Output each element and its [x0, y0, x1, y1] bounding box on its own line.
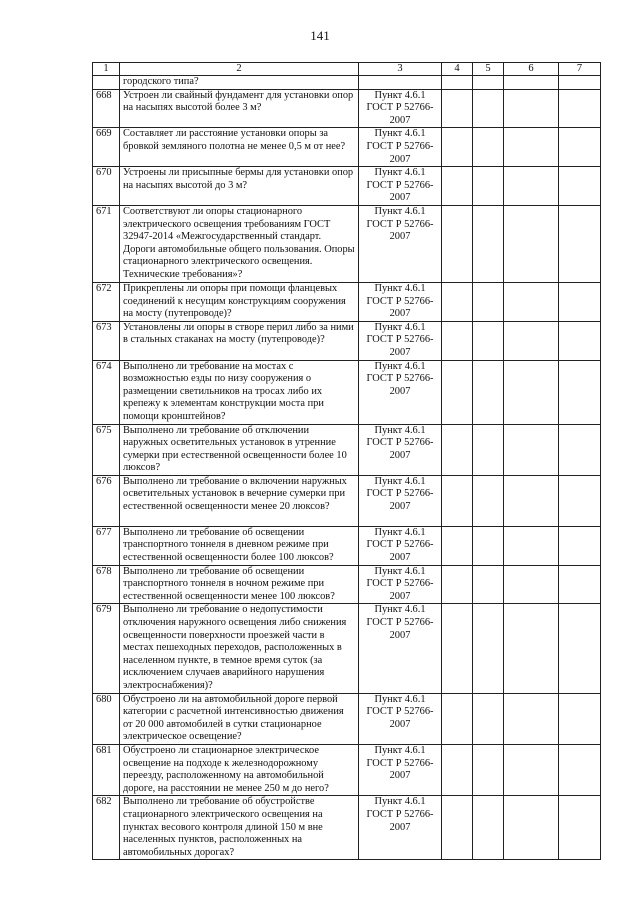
answer-cell: [504, 526, 559, 565]
question-text: Выполнено ли требование о недопустимости отключения наружного освещения либо снижения освещенности поверхности проезжей части в местах пешеходных переходов, расположенных в населенном пункте, в темное время суток (за исключением случаев аварийного нарушения электроснабжения)?: [120, 604, 359, 693]
header-col-3: 3: [359, 63, 442, 76]
answer-cell: [504, 76, 559, 90]
answer-cell: [442, 565, 473, 604]
answer-cell: [559, 693, 601, 744]
row-number: 680: [93, 693, 120, 744]
answer-cell: [473, 128, 504, 167]
row-number: 676: [93, 475, 120, 526]
row-number: 673: [93, 321, 120, 360]
reference-cell: Пункт 4.6.1 ГОСТ Р 52766-2007: [359, 526, 442, 565]
row-number: 674: [93, 360, 120, 424]
table-row: [93, 693, 601, 744]
row-number: 681: [93, 744, 120, 795]
answer-cell: [473, 76, 504, 90]
row-number: 668: [93, 89, 120, 128]
answer-cell: [473, 167, 504, 206]
answer-cell: [559, 475, 601, 526]
answer-cell: [504, 475, 559, 526]
answer-cell: [473, 360, 504, 424]
table-row: [93, 604, 601, 693]
table-row: [93, 167, 601, 206]
table-row: [93, 796, 601, 860]
question-text: Выполнено ли требование об освещении транспортного тоннеля в ночном режиме при естественной освещенности менее 100 люксов?: [120, 565, 359, 604]
answer-cell: [442, 128, 473, 167]
answer-cell: [473, 205, 504, 282]
answer-cell: [504, 693, 559, 744]
table-row: [93, 475, 601, 526]
row-number: 675: [93, 424, 120, 475]
table-row: [93, 128, 601, 167]
answer-cell: [559, 604, 601, 693]
answer-cell: [559, 282, 601, 321]
table-row: [93, 526, 601, 565]
answer-cell: [442, 360, 473, 424]
row-number: [93, 76, 120, 90]
question-text: городского типа?: [120, 76, 359, 90]
answer-cell: [442, 167, 473, 206]
answer-cell: [473, 604, 504, 693]
answer-cell: [504, 321, 559, 360]
header-col-6: 6: [504, 63, 559, 76]
answer-cell: [473, 424, 504, 475]
answer-cell: [559, 565, 601, 604]
question-text: Соответствуют ли опоры стационарного электрического освещения требованиям ГОСТ 32947-2014 «Межгосударственный стандарт. Дороги автомобильные общего пользования. Опоры стационарного электрического освещения. Технические требования»?: [120, 205, 359, 282]
header-col-7: 7: [559, 63, 601, 76]
row-number: 672: [93, 282, 120, 321]
answer-cell: [442, 526, 473, 565]
reference-cell: Пункт 4.6.1 ГОСТ Р 52766-2007: [359, 475, 442, 526]
reference-cell: Пункт 4.6.1 ГОСТ Р 52766-2007: [359, 744, 442, 795]
answer-cell: [559, 360, 601, 424]
answer-cell: [504, 604, 559, 693]
table-row: [93, 205, 601, 282]
table-row: [93, 321, 601, 360]
answer-cell: [442, 744, 473, 795]
question-text: Составляет ли расстояние установки опоры за бровкой земляного полотна не менее 0,5 м от нее?: [120, 128, 359, 167]
reference-cell: Пункт 4.6.1 ГОСТ Р 52766-2007: [359, 167, 442, 206]
row-number: 679: [93, 604, 120, 693]
answer-cell: [473, 796, 504, 860]
reference-cell: [359, 76, 442, 90]
answer-cell: [559, 167, 601, 206]
row-number: 671: [93, 205, 120, 282]
reference-cell: Пункт 4.6.1 ГОСТ Р 52766-2007: [359, 321, 442, 360]
answer-cell: [504, 282, 559, 321]
question-text: Устроен ли свайный фундамент для установки опор на насыпях высотой более 3 м?: [120, 89, 359, 128]
reference-cell: Пункт 4.6.1 ГОСТ Р 52766-2007: [359, 360, 442, 424]
checklist-table: [92, 62, 601, 860]
question-text: Устроены ли присыпные бермы для установки опор на насыпях высотой до 3 м?: [120, 167, 359, 206]
answer-cell: [504, 424, 559, 475]
answer-cell: [559, 89, 601, 128]
answer-cell: [559, 424, 601, 475]
answer-cell: [473, 282, 504, 321]
answer-cell: [559, 205, 601, 282]
answer-cell: [504, 89, 559, 128]
answer-cell: [473, 744, 504, 795]
answer-cell: [473, 89, 504, 128]
reference-cell: Пункт 4.6.1 ГОСТ Р 52766-2007: [359, 282, 442, 321]
answer-cell: [442, 604, 473, 693]
row-number: 669: [93, 128, 120, 167]
question-text: Выполнено ли требование об освещении транспортного тоннеля в дневном режиме при естественной освещенности более 100 люксов?: [120, 526, 359, 565]
page-number: 141: [310, 28, 330, 43]
table-row: [93, 424, 601, 475]
answer-cell: [559, 744, 601, 795]
answer-cell: [504, 796, 559, 860]
answer-cell: [504, 128, 559, 167]
reference-cell: Пункт 4.6.1 ГОСТ Р 52766-2007: [359, 565, 442, 604]
table-header-row: [93, 63, 601, 76]
answer-cell: [504, 167, 559, 206]
reference-cell: Пункт 4.6.1 ГОСТ Р 52766-2007: [359, 424, 442, 475]
reference-cell: Пункт 4.6.1 ГОСТ Р 52766-2007: [359, 89, 442, 128]
answer-cell: [442, 475, 473, 526]
question-text: Обустроено ли на автомобильной дороге первой категории с расчетной интенсивностью движения от 20 000 автомобилей в сутки стационарное электрическое освещение?: [120, 693, 359, 744]
header-col-4: 4: [442, 63, 473, 76]
answer-cell: [442, 205, 473, 282]
answer-cell: [442, 89, 473, 128]
answer-cell: [559, 796, 601, 860]
question-text: Установлены ли опоры в створе перил либо за ними в стальных стаканах на мосту (путепроводе)?: [120, 321, 359, 360]
table-row: [93, 565, 601, 604]
answer-cell: [442, 282, 473, 321]
answer-cell: [504, 565, 559, 604]
row-number: 678: [93, 565, 120, 604]
table-row: [93, 744, 601, 795]
table-row: [93, 360, 601, 424]
row-number: 682: [93, 796, 120, 860]
answer-cell: [442, 796, 473, 860]
answer-cell: [473, 321, 504, 360]
table-row: [93, 89, 601, 128]
row-number: 670: [93, 167, 120, 206]
answer-cell: [442, 321, 473, 360]
question-text: Выполнено ли требование об обустройстве стационарного электрического освещения на пунктах весового контроля длиной 150 м вне населенных пунктов, расположенных на автомобильных дорогах?: [120, 796, 359, 860]
row-number: 677: [93, 526, 120, 565]
reference-cell: Пункт 4.6.1 ГОСТ Р 52766-2007: [359, 796, 442, 860]
header-col-1: 1: [93, 63, 120, 76]
reference-cell: Пункт 4.6.1 ГОСТ Р 52766-2007: [359, 205, 442, 282]
question-text: Выполнено ли требование о включении наружных осветительных установок в вечерние сумерки при естественной освещенности менее 20 люксов?: [120, 475, 359, 526]
answer-cell: [442, 693, 473, 744]
answer-cell: [559, 526, 601, 565]
reference-cell: Пункт 4.6.1 ГОСТ Р 52766-2007: [359, 693, 442, 744]
answer-cell: [504, 744, 559, 795]
answer-cell: [473, 526, 504, 565]
reference-cell: Пункт 4.6.1 ГОСТ Р 52766-2007: [359, 604, 442, 693]
reference-cell: Пункт 4.6.1 ГОСТ Р 52766-2007: [359, 128, 442, 167]
answer-cell: [559, 76, 601, 90]
answer-cell: [442, 76, 473, 90]
answer-cell: [473, 565, 504, 604]
answer-cell: [473, 693, 504, 744]
answer-cell: [473, 475, 504, 526]
question-text: Прикреплены ли опоры при помощи фланцевых соединений к несущим конструкциям сооружения на мосту (путепроводе)?: [120, 282, 359, 321]
question-text: Выполнено ли требование на мостах с возможностью езды по низу сооружения о размещении светильников на тросах либо их крепежу к элементам конструкции моста при помощи кронштейнов?: [120, 360, 359, 424]
answer-cell: [504, 205, 559, 282]
answer-cell: [442, 424, 473, 475]
header-col-5: 5: [473, 63, 504, 76]
answer-cell: [559, 321, 601, 360]
answer-cell: [559, 128, 601, 167]
header-col-2: 2: [120, 63, 359, 76]
answer-cell: [504, 360, 559, 424]
question-text: Обустроено ли стационарное электрическое освещение на подходе к железнодорожному переезду, расположенному на автомобильной дороге, на расстоянии не менее 250 м до него?: [120, 744, 359, 795]
table-row: [93, 282, 601, 321]
continuation-row: [93, 76, 601, 90]
question-text: Выполнено ли требование об отключении наружных осветительных установок в утренние сумерки при естественной освещенности более 10 люксов?: [120, 424, 359, 475]
